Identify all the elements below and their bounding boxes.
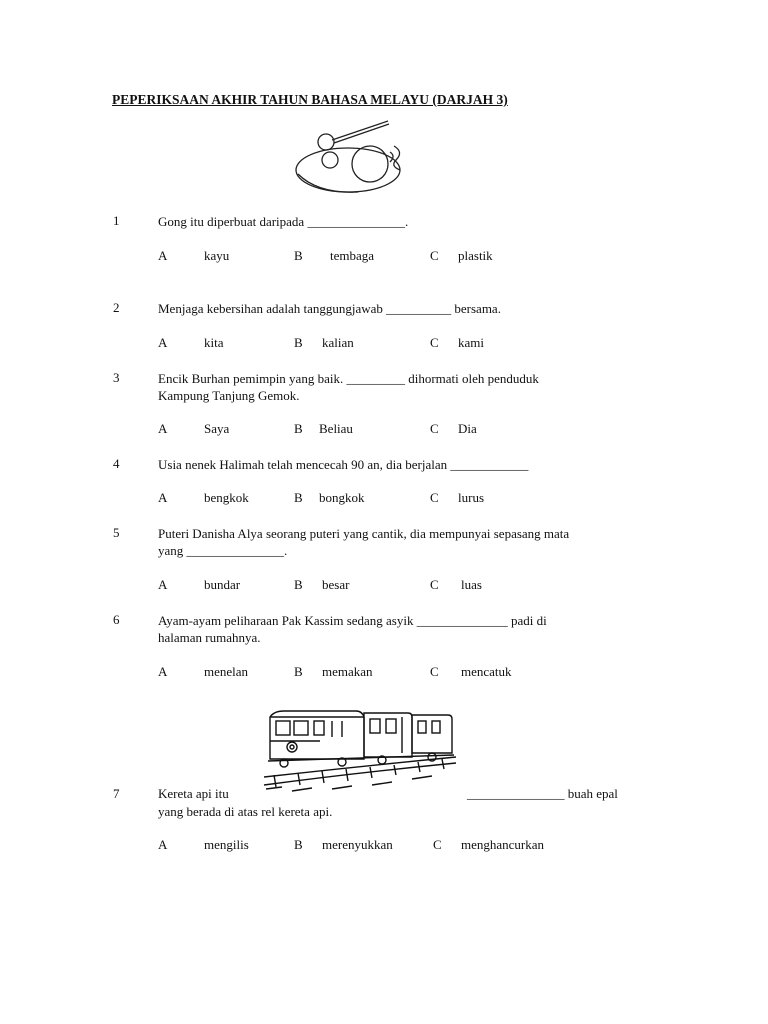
question-text: Gong itu diperbuat daripada _______________. [158,214,409,229]
option-text: kayu [204,248,230,263]
question-text: yang _______________. [158,543,288,558]
gong-icon [290,118,410,198]
question-number: 4 [113,456,120,471]
option-text: Dia [458,421,477,436]
option-letter: A [158,248,168,263]
option-text: merenyukkan [322,837,393,852]
option-letter: C [430,664,439,679]
option-text: kami [458,335,484,350]
question-text: Puteri Danisha Alya seorang puteri yang cantik, dia mempunyai sepasang mata [158,526,570,541]
option-letter: B [294,490,303,505]
page-title: PEPERIKSAAN AKHIR TAHUN BAHASA MELAYU (DARJAH 3) [112,92,508,107]
option-text: mencatuk [461,664,512,679]
option-letter: C [430,421,439,436]
question-text: yang berada di atas rel kereta api. [158,804,333,819]
question-text: Kampung Tanjung Gemok. [158,388,300,403]
option-letter: B [294,248,303,263]
option-text: bengkok [204,490,249,505]
question-text: halaman rumahnya. [158,630,261,645]
option-text: plastik [458,248,493,263]
option-text: bongkok [319,490,365,505]
question-text: Menjaga kebersihan adalah tanggungjawab __________ bersama. [158,301,501,316]
option-text: luas [461,577,482,592]
train-icon [262,705,458,793]
option-text: besar [322,577,350,592]
question-number: 3 [113,370,120,385]
option-text: menghancurkan [461,837,545,852]
option-text: Beliau [319,421,353,436]
option-letter: B [294,837,303,852]
question-text: Kereta api itu [158,786,229,801]
question-text: Encik Burhan pemimpin yang baik. _________ dihormati oleh penduduk [158,371,539,386]
option-letter: A [158,421,168,436]
question-text: Ayam-ayam peliharaan Pak Kassim sedang asyik ______________ padi di [158,613,547,628]
option-letter: B [294,335,303,350]
option-text: memakan [322,664,373,679]
option-letter: A [158,577,168,592]
option-letter: C [430,577,439,592]
option-text: mengilis [204,837,249,852]
question-number: 7 [113,786,120,801]
option-text: lurus [458,490,484,505]
option-letter: C [430,248,439,263]
option-letter: C [433,837,442,852]
option-letter: B [294,421,303,436]
question-number: 2 [113,300,120,315]
question-number: 1 [113,213,120,228]
option-letter: B [294,577,303,592]
question-text: Usia nenek Halimah telah mencecah 90 an, dia berjalan ____________ [158,457,529,472]
option-text: tembaga [330,248,375,263]
option-letter: C [430,335,439,350]
option-text: Saya [204,421,230,436]
option-letter: A [158,335,168,350]
question-text: _______________ buah epal [467,786,618,801]
option-text: menelan [204,664,249,679]
option-letter: C [430,490,439,505]
option-letter: B [294,664,303,679]
option-letter: A [158,490,168,505]
option-text: kalian [322,335,354,350]
question-number: 6 [113,612,120,627]
option-letter: A [158,837,168,852]
option-letter: A [158,664,168,679]
option-text: bundar [204,577,241,592]
question-number: 5 [113,525,120,540]
option-text: kita [204,335,224,350]
